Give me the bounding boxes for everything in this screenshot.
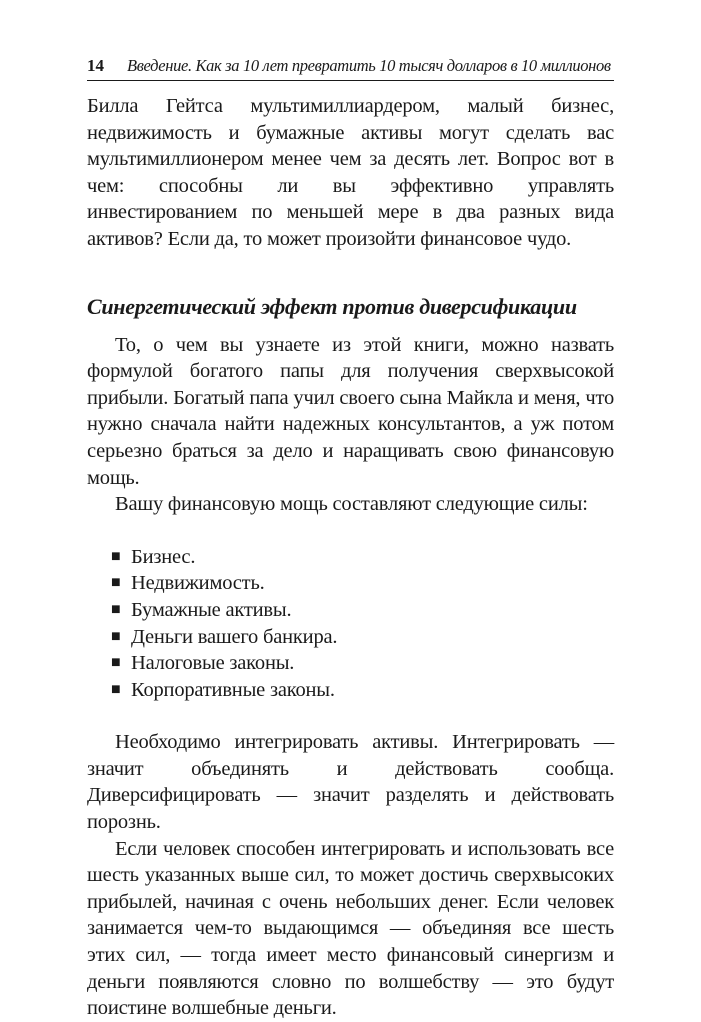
- square-bullet-icon: ■: [111, 627, 121, 645]
- body-paragraph: То, о чем вы узнаете из этой книги, можно назвать формулой богатого папы для получения сверхвысокой прибыли. Богатый папа учил своего сына Майкла и меня, что нужно сначала найти надежных консультантов, а уж потом серьезно браться за дело и наращивать свою финансовую мощь.: [87, 333, 614, 489]
- body-paragraph: Необходимо интегрировать активы. Интегрировать — значит объединять и действовать сообща. Диверсифицировать — значит разделять и действовать порознь.: [87, 731, 614, 834]
- list-item-text: Деньги вашего банкира.: [131, 625, 338, 648]
- list-item-text: Налоговые законы.: [131, 652, 295, 675]
- body-paragraph: Если человек способен интегрировать и использовать все шесть указанных выше сил, то может достичь сверхвысоких прибылей, начиная с очень небольших денег. Если человек занимается чем-то выдающимся — объединяя все шесть этих сил, — тогда имеет место финансовый синергизм и деньги появляются словно по волшебству — это будут поистине волшебные деньги.: [87, 837, 614, 1020]
- list-item: [87, 650, 614, 677]
- list-item-text: Корпоративные законы.: [131, 678, 335, 701]
- running-header: [87, 52, 614, 81]
- list-item-text: Бизнес.: [131, 545, 196, 568]
- list-item: [87, 544, 614, 571]
- section-heading: Синергетический эффект против диверсификации: [87, 293, 577, 319]
- page-body: [87, 93, 614, 1022]
- body-paragraph: Вашу финансовую мощь составляют следующие силы:: [115, 493, 588, 516]
- list-item: [87, 624, 614, 651]
- chapter-title: Введение. Как за 10 лет превратить 10 тысяч долларов в 10 миллионов: [127, 56, 611, 75]
- book-page: [87, 52, 614, 1022]
- square-bullet-icon: ■: [111, 680, 121, 698]
- square-bullet-icon: ■: [111, 654, 121, 672]
- list-item-text: Недвижимость.: [131, 572, 265, 595]
- list-item: [87, 597, 614, 624]
- page-number: 14: [87, 56, 104, 75]
- square-bullet-icon: ■: [111, 547, 121, 565]
- square-bullet-icon: ■: [111, 600, 121, 618]
- list-item-text: Бумажные активы.: [131, 598, 292, 621]
- intro-paragraph: Билла Гейтса мультимиллиардером, малый бизнес, недвижимость и бумажные активы могут сделать вас мультимиллионером менее чем за десять лет. Вопрос вот в чем: способны ли вы эффективно управлять инвестированием по меньшей мере в два разных вида активов? Если да, то может произойти финансовое чудо.: [87, 95, 614, 250]
- forces-list: [87, 544, 614, 704]
- list-item: [87, 677, 614, 704]
- list-item: [87, 570, 614, 597]
- square-bullet-icon: ■: [111, 574, 121, 592]
